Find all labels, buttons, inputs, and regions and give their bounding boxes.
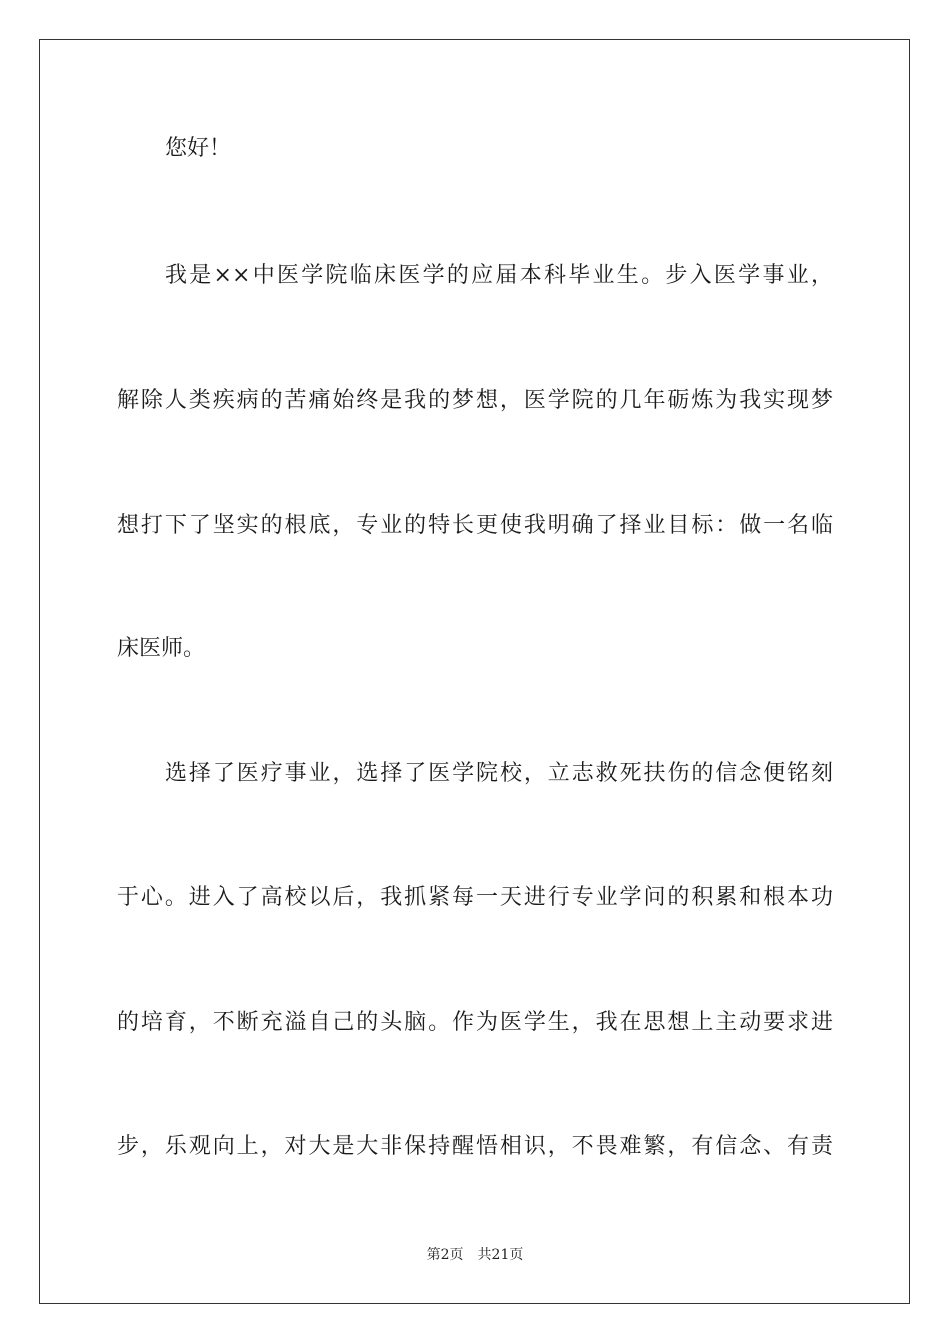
page-number: 第2页 bbox=[426, 1247, 464, 1263]
paragraph-line: 解除人类疾病的苦痛始终是我的梦想，医学院的几年砺炼为我实现梦 bbox=[117, 388, 833, 413]
page-footer bbox=[0, 1246, 950, 1264]
paragraph-line: 床医师。 bbox=[117, 636, 206, 661]
greeting-text: 您好！ bbox=[165, 136, 232, 161]
paragraph-line: 于心。进入了高校以后，我抓紧每一天进行专业学问的积累和根本功 bbox=[117, 885, 833, 910]
page-total: 共21页 bbox=[477, 1247, 524, 1263]
paragraph-line: 我是××中医学院临床医学的应届本科毕业生。步入医学事业， bbox=[165, 263, 833, 288]
paragraph-line: 的培育，不断充溢自己的头脑。作为医学生，我在思想上主动要求进 bbox=[117, 1010, 833, 1035]
paragraph-line: 选择了医疗事业，选择了医学院校，立志救死扶伤的信念便铭刻 bbox=[165, 761, 833, 786]
paragraph-line: 想打下了坚实的根底，专业的特长更使我明确了择业目标：做一名临 bbox=[117, 513, 833, 538]
paragraph-line: 步，乐观向上，对大是大非保持醒悟相识，不畏难繁，有信念、有责 bbox=[117, 1134, 833, 1159]
page-border bbox=[39, 39, 910, 1304]
